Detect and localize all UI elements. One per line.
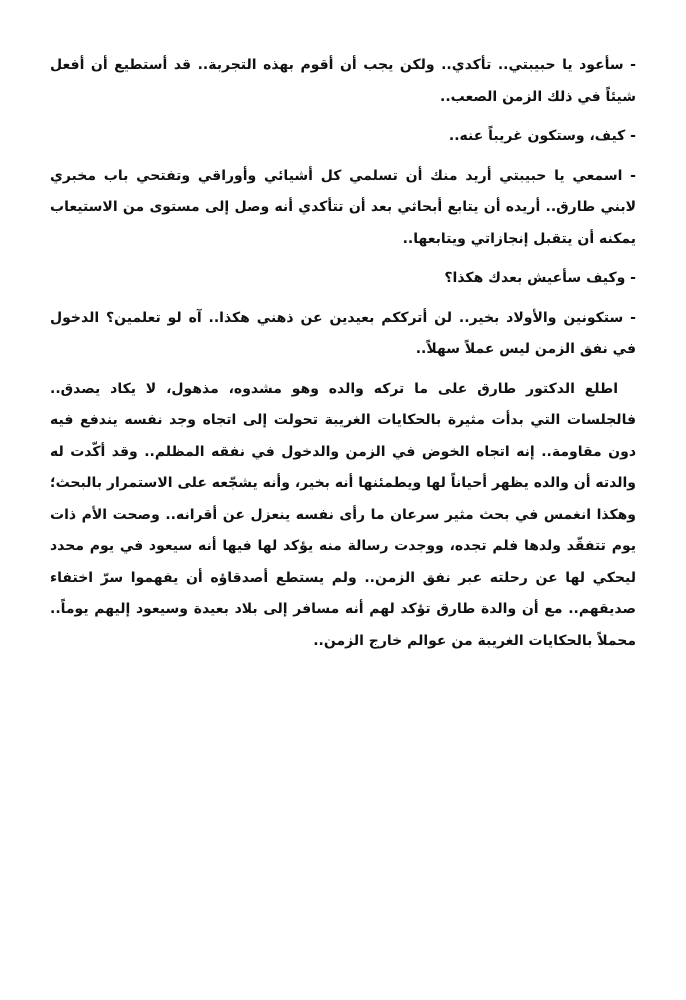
paragraph-2: - كيف، وستكون غريباً عنه.. xyxy=(448,128,636,144)
paragraph-4: - وكيف سأعيش بعدك هكذا؟ xyxy=(444,270,636,286)
paragraph-6: اطلع الدكتور طارق على ما تركه والده وهو مشدوه، مذهول، لا يكاد يصدق.. فالجلسات التي بدأت مثيرة بالحكايات الغريبة تحولت إلى اتجاه وجد نفسه يندفع فيه دون مقاومة.. إنه اتجاه الخوض في الزمن والدخول في نفقه المظلم.. وقد أكّدت له والدته أن والده يظهر أحياناً لها ويطمئنها أنه بخير، وأنه يشجّعه على الاستمرار بالبحث؛ وهكذا انغمس في بحث مثير سرعان ما رأى نفسه ينعزل عن أقرانه.. وصحت الأم ذات يوم تتفقّد ولدها فلم تجده، ووجدت رسالة منه يؤكد لها فيها أنه سيعود في يوم محدد ليحكي لها عن رحلته عبر نفق الزمن.. ولم يستطع أصدقاؤه أن يفهموا سرّ اختفاء صديقهم.. مع أن والدة طارق تؤكد لهم أنه مسافر إلى بلاد بعيدة وسيعود إليهم يوماً.. محملاً بالحكايات الغريبة من عوالم خارج الزمن.. xyxy=(50,380,636,649)
paragraph-5: - ستكونين والأولاد بخير.. لن أترككم بعيدين عن ذهني هكذا.. آه لو تعلمين؟ الدخول في نفق الزمن ليس عملاً سهلاً.. xyxy=(50,309,636,357)
document-page xyxy=(50,50,636,665)
paragraph-3: - اسمعي يا حبيبتي أريد منك أن تسلمي كل أشيائي وأوراقي وتفتحي باب مخبري لابني طارق.. أريده أن يتابع أبحاثي بعد أن تتأكدي أنه وصل إلى مستوى من الاستيعاب يمكنه أن يتقبل إنجازاتي ويتابعها.. xyxy=(50,167,636,247)
paragraph-1: - سأعود يا حبيبتي.. تأكدي.. ولكن يجب أن أقوم بهذه التجربة.. قد أستطيع أن أفعل شيئاً في ذلك الزمن الصعب.. xyxy=(50,57,636,105)
